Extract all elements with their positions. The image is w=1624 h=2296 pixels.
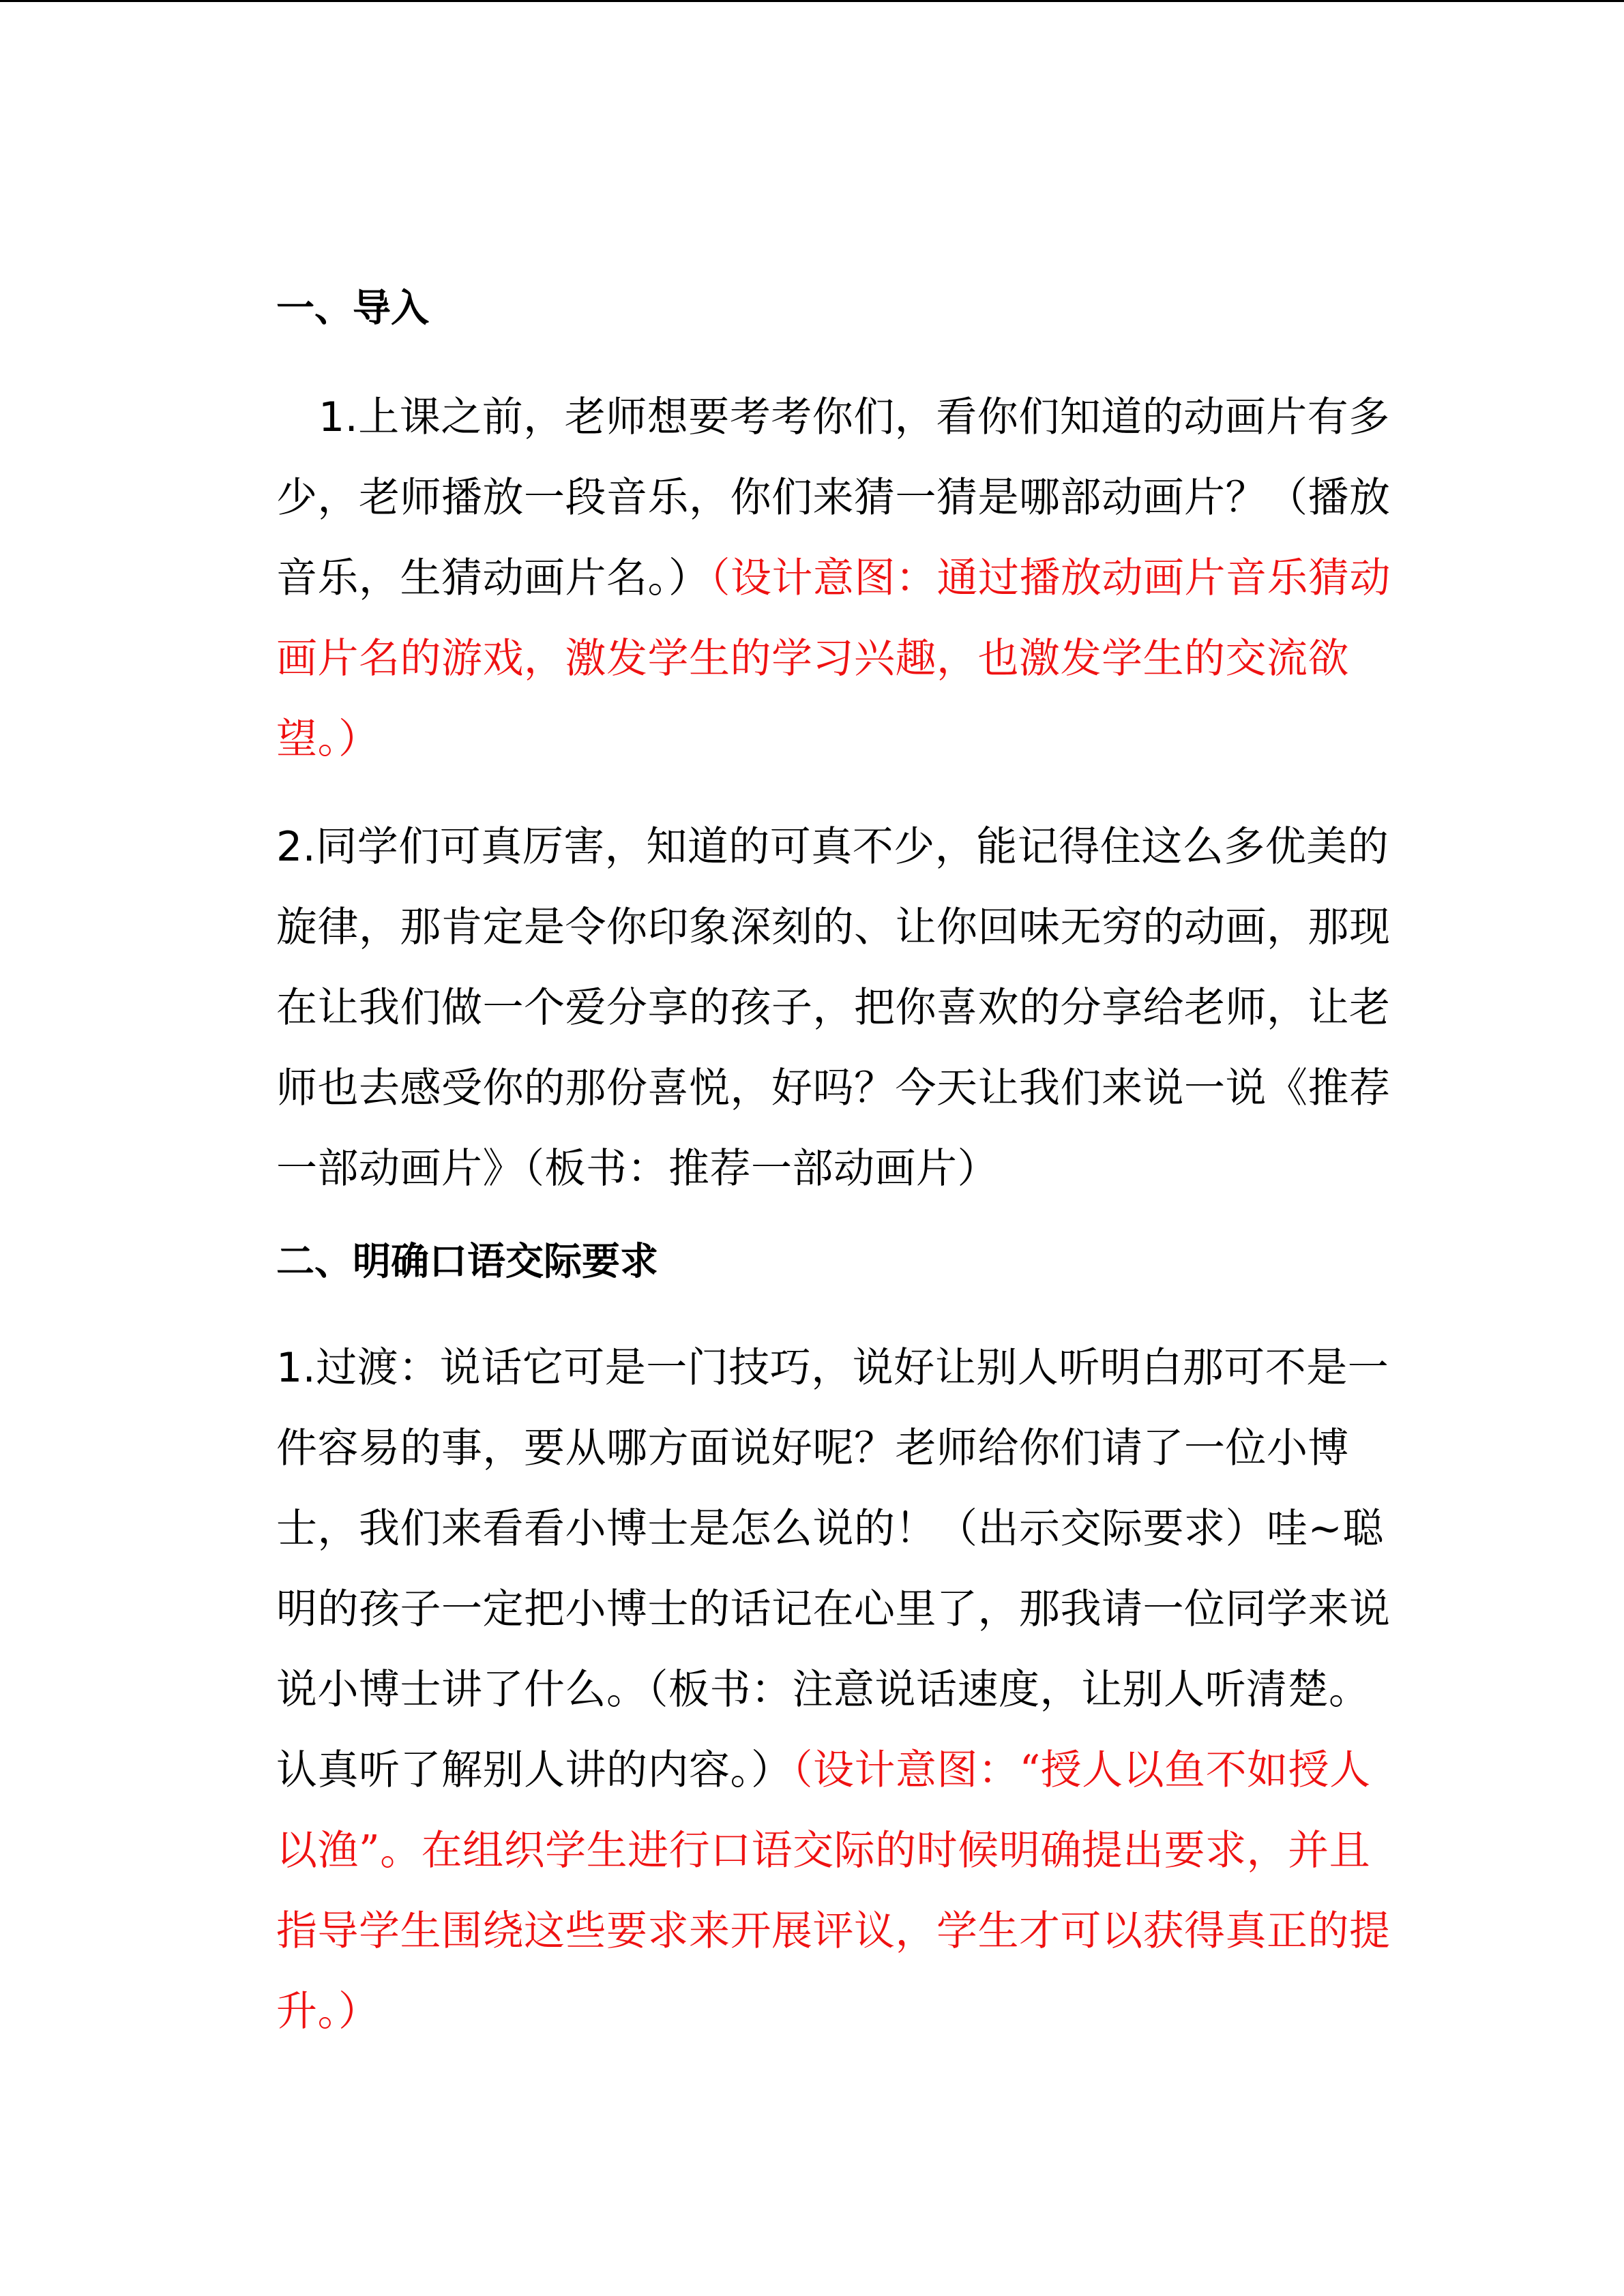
paragraph-number: 1.	[276, 1344, 316, 1392]
page-top-border	[0, 0, 1624, 2]
paragraph-text: 过渡：说话它可是一门技巧，说好让别人听明白那可不是一件容易的事，要从哪方面说好呢？老师给你们请了一位小博士，我们来看看小博士是怎么说的！（出示交际要求）哇~聪明的孩子一定把小博士的话记在心里了，那我请一位同学来说说小博士讲了什么。（板书：注意说话速度，让别人听清楚。认真听了解别人讲的内容。）	[276, 1344, 1391, 1794]
design-intent-note: （设计意图：“授人以鱼不如授人以渔”。在组织学生进行口语交际的时候明确提出要求，并且指导学生围绕这些要求来开展评议，学生才可以获得真正的提升。）	[276, 1746, 1391, 2036]
paragraph-intro-1	[276, 377, 1408, 779]
paragraph-intro-2	[276, 807, 1408, 1209]
paragraph-text: 上课之前，老师想要考考你们，看你们知道的动画片有多少，老师播放一段音乐，你们来猜一猜是哪部动画片？（播放音乐，生猜动画片名。）	[276, 393, 1391, 602]
document-body	[276, 276, 1408, 2052]
paragraph-number: 2.	[276, 823, 316, 871]
paragraph-number: 1.	[319, 393, 359, 441]
section-heading-requirements: 二、明确口语交际要求	[276, 1240, 658, 1284]
design-intent-note: （设计意图：通过播放动画片音乐猜动画片名的游戏，激发学生的学习兴趣，也激发学生的交流欲望。）	[276, 554, 1391, 763]
section-heading-intro: 一、导入	[276, 286, 429, 331]
paragraph-requirements-1	[276, 1328, 1408, 2052]
paragraph-text: 同学们可真厉害，知道的可真不少，能记得住这么多优美的旋律，那肯定是令你印象深刻的、让你回味无穷的动画，那现在让我们做一个爱分享的孩子，把你喜欢的分享给老师，让老师也去感受你的那份喜悦，好吗？今天让我们来说一说《推荐一部动画片》（板书：推荐一部动画片）	[276, 823, 1391, 1193]
